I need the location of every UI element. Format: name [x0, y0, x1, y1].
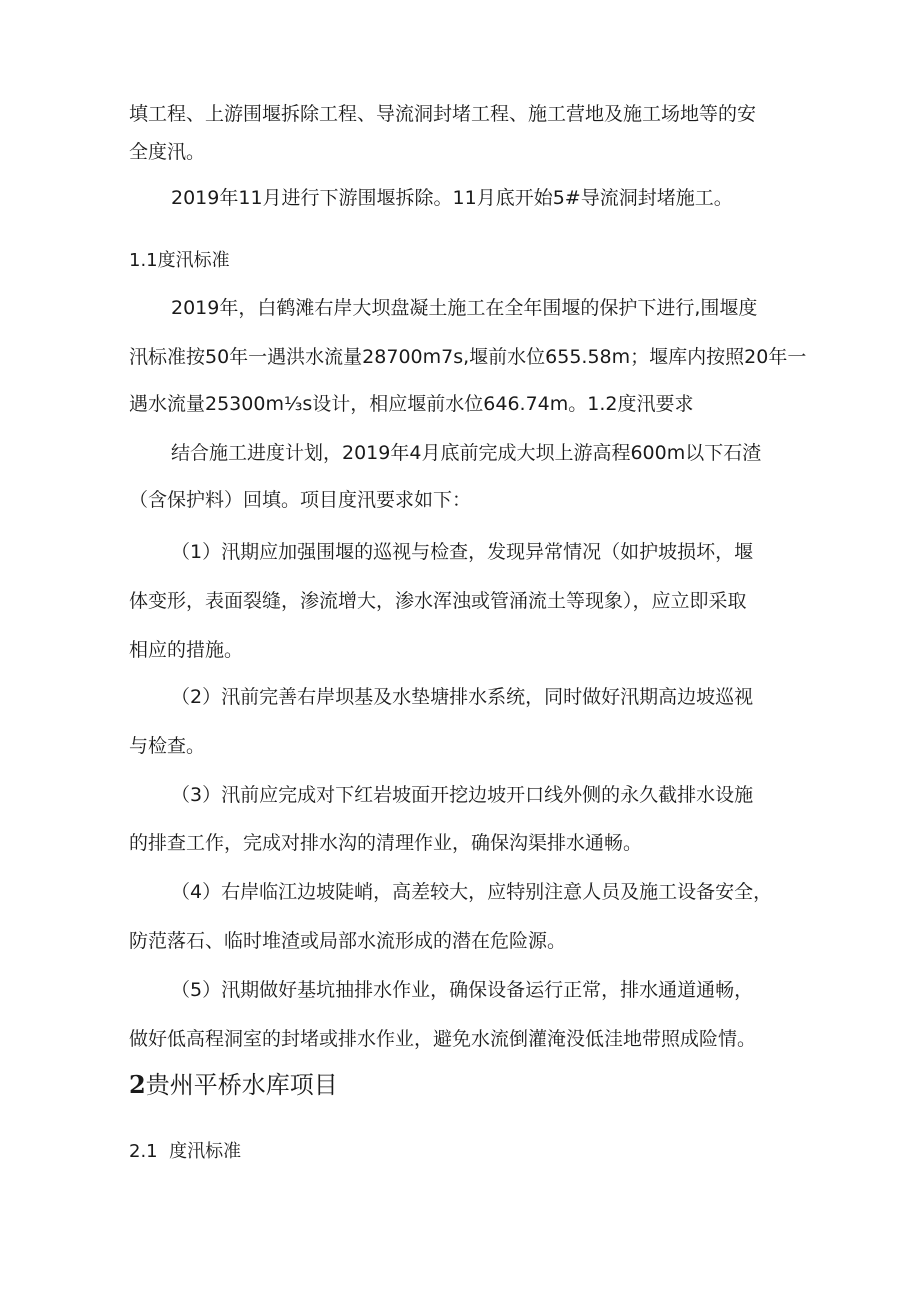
paragraph-line: 汛标准按50年一遇洪水流量28700m7s,堰前水位655.58m；堰库内按照20年一 [129, 346, 807, 368]
list-item-line: 相应的措施。 [129, 639, 244, 661]
list-item-line: （2）汛前完善右岸坝基及水垫塘排水系统，同时做好汛期高边坡巡视 [171, 686, 754, 708]
list-item-line: 做好低高程洞室的封堵或排水作业，避免水流倒灌淹没低洼地带照成险情。 [129, 1028, 757, 1050]
paragraph-line: 结合施工进度计划，2019年4月底前完成大坝上游高程600m以下石渣 [171, 442, 762, 464]
subsection-heading-1-1: 1.1度汛标准 [129, 250, 230, 271]
section-heading-2 [129, 1070, 338, 1100]
list-item-line: （4）右岸临江边坡陡峭，高差较大，应特别注意人员及施工设备安全， [171, 881, 773, 903]
section-number: 2 [129, 1070, 146, 1099]
list-item-line: 与检查。 [129, 735, 206, 757]
list-item-line: （5）汛期做好基坑抽排水作业，确保设备运行正常，排水通道通畅， [171, 979, 754, 1001]
list-item-line: 体变形，表面裂缝，渗流增大，渗水浑浊或管涌流土等现象），应立即采取 [129, 590, 747, 612]
paragraph-line: 2019年11月进行下游围堰拆除。11月底开始5#导流洞封堵施工。 [171, 187, 733, 209]
paragraph-line: （含保护料）回填。项目度汛要求如下： [129, 489, 472, 511]
subsection-heading-2-1: 2.1 度汛标准 [129, 1141, 242, 1162]
paragraph-line: 全度汛。 [129, 141, 206, 163]
paragraph-line: 2019年，白鹤滩右岸大坝盘凝土施工在全年围堰的保护下进行,围堰度 [171, 297, 758, 319]
list-item-line: （1）汛期应加强围堰的巡视与检查，发现异常情况（如护坡损坏，堰 [171, 541, 754, 563]
section-title: 贵州平桥水库项目 [145, 1071, 338, 1099]
list-item-line: 防范落石、临时堆渣或局部水流形成的潜在危险源。 [129, 930, 567, 952]
list-item-line: 的排查工作，完成对排水沟的清理作业，确保沟渠排水通畅。 [129, 832, 643, 854]
paragraph-line: 遇水流量25300m⅓s设计，相应堰前水位646.74m。1.2度汛要求 [129, 393, 694, 415]
paragraph-line: 填工程、上游围堰拆除工程、导流洞封堵工程、施工营地及施工场地等的安 [129, 103, 757, 125]
list-item-line: （3）汛前应完成对下红岩坡面开挖边坡开口线外侧的永久截排水设施 [171, 784, 754, 806]
